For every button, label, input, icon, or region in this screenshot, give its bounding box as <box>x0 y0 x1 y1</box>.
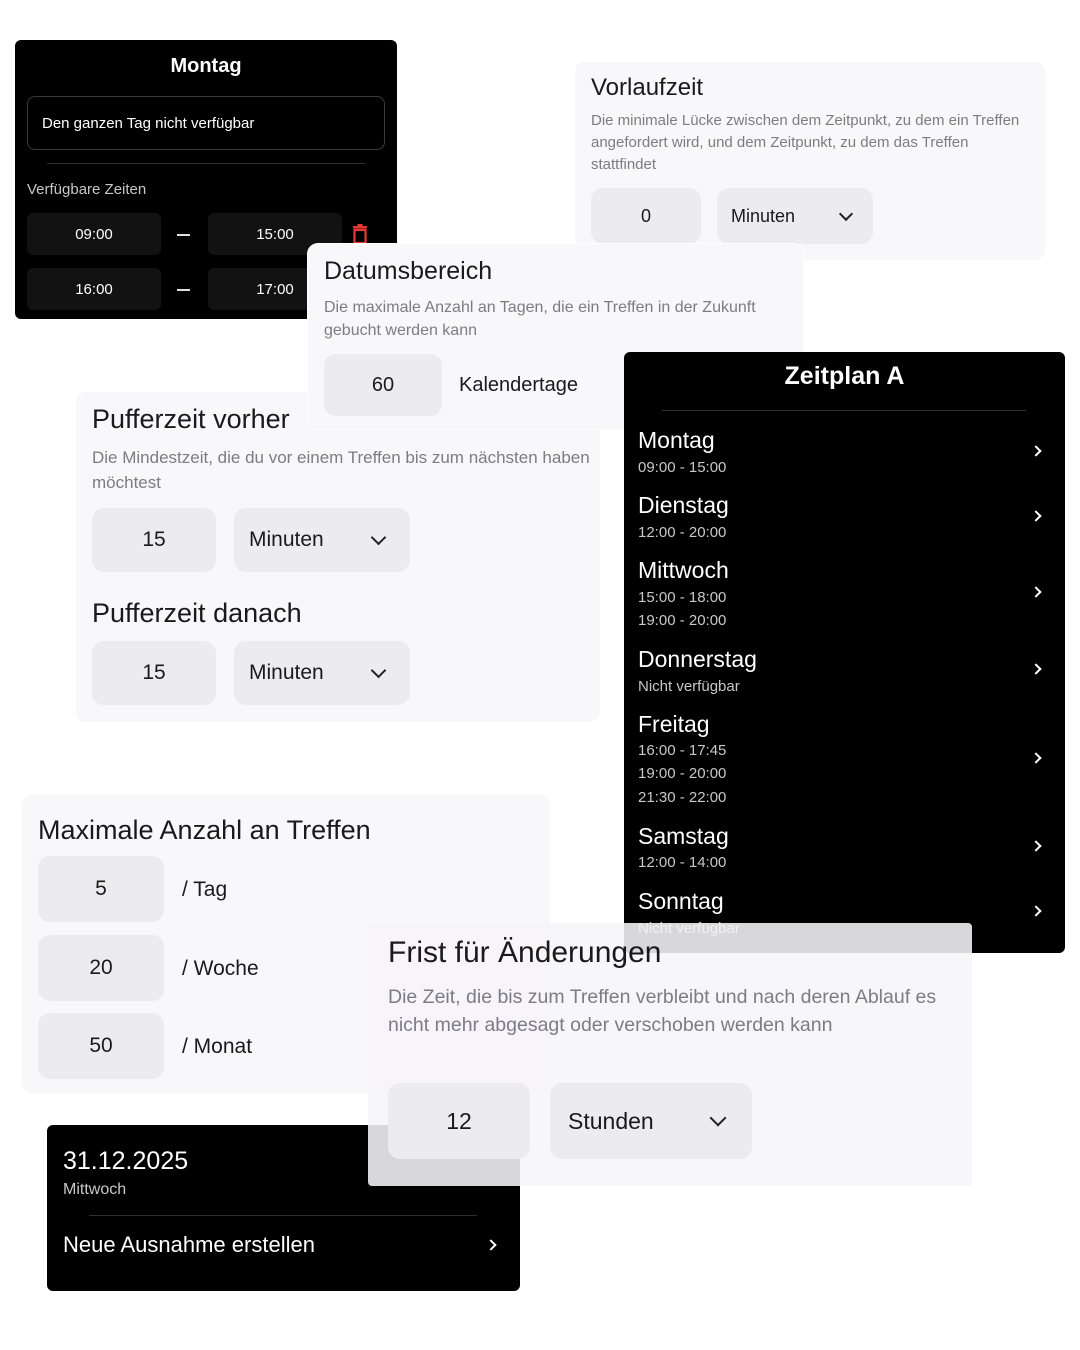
schedule-day-thursday[interactable]: Donnerstag <box>638 646 757 672</box>
pufferzeit-danach-input[interactable]: 15 <box>92 641 216 705</box>
exception-weekday: Mittwoch <box>63 1181 127 1198</box>
schedule-day-friday[interactable]: Freitag <box>638 711 710 737</box>
exception-date[interactable]: 31.12.2025 <box>63 1147 189 1175</box>
chevron-down-icon <box>371 529 387 545</box>
schedule-day-saturday[interactable]: Samstag <box>638 823 729 849</box>
available-times-label: Verfügbare Zeiten <box>27 181 147 198</box>
pufferzeit-card <box>76 392 600 722</box>
select-value: Stunden <box>568 1107 654 1134</box>
divider <box>47 163 365 164</box>
frist-unit-select[interactable] <box>550 1083 752 1159</box>
chevron-down-icon <box>710 1110 727 1127</box>
day-slot: 12:00 - 20:00 <box>638 524 727 541</box>
schedule-day-sunday[interactable]: Sonntag <box>638 888 724 914</box>
day-slot: 19:00 - 20:00 <box>638 612 727 629</box>
unavailable-all-day-toggle[interactable]: Den ganzen Tag nicht verfügbar <box>27 96 385 150</box>
vorlaufzeit-unit-select[interactable] <box>717 188 873 244</box>
chevron-down-icon <box>839 206 853 220</box>
datumsbereich-description: Die maximale Anzahl an Tagen, die ein Treffen in der Zukunft gebucht werden kann <box>324 299 756 340</box>
chevron-right-icon[interactable] <box>1030 752 1041 763</box>
pufferzeit-vorher-input[interactable]: 15 <box>92 508 216 572</box>
pufferzeit-vorher-unit-select[interactable] <box>234 508 410 572</box>
day-slot: 15:00 - 18:00 <box>638 589 727 606</box>
datumsbereich-unit: Kalendertage <box>459 374 578 396</box>
chevron-down-icon <box>371 662 387 678</box>
max-per-month-unit: / Monat <box>182 1035 253 1058</box>
schedule-day-wednesday[interactable]: Mittwoch <box>638 557 729 583</box>
pufferzeit-danach-title: Pufferzeit danach <box>92 598 302 628</box>
pufferzeit-vorher-title: Pufferzeit vorher <box>92 404 290 434</box>
divider <box>89 1215 477 1216</box>
day-title: Montag <box>170 55 242 77</box>
select-value: Minuten <box>249 528 324 551</box>
schedule-day-monday[interactable]: Montag <box>638 427 715 453</box>
frist-input[interactable]: 12 <box>388 1083 530 1159</box>
chevron-right-icon[interactable] <box>1030 445 1041 456</box>
day-slot: 16:00 - 17:45 <box>638 742 727 759</box>
pufferzeit-vorher-description: Die Mindestzeit, die du vor einem Treffen bis zum nächsten haben möchtest <box>92 448 590 492</box>
frist-description: Die Zeit, die bis zum Treffen verbleibt und nach deren Ablauf es nicht mehr abgesagt oder verschoben werden kann <box>388 986 937 1037</box>
slot-2-start-time[interactable]: 16:00 <box>27 268 161 310</box>
chevron-right-icon[interactable] <box>485 1239 496 1250</box>
divider <box>662 410 1026 411</box>
trash-icon[interactable] <box>352 224 368 244</box>
schedule-day-tuesday[interactable]: Dienstag <box>638 492 729 518</box>
day-slot: 09:00 - 15:00 <box>638 459 727 476</box>
frist-card <box>368 923 972 1186</box>
select-value: Minuten <box>731 205 796 226</box>
chevron-right-icon[interactable] <box>1030 840 1041 851</box>
new-exception-button[interactable]: Neue Ausnahme erstellen <box>63 1232 315 1257</box>
chevron-right-icon[interactable] <box>1030 586 1041 597</box>
max-per-week-unit: / Woche <box>182 957 259 980</box>
range-dash <box>177 234 190 236</box>
slot-1-start-time[interactable]: 09:00 <box>27 213 161 255</box>
day-slot: 12:00 - 14:00 <box>638 854 727 871</box>
datumsbereich-input[interactable]: 60 <box>324 354 442 416</box>
chevron-right-icon[interactable] <box>1030 510 1041 521</box>
max-meetings-title: Maximale Anzahl an Treffen <box>38 815 371 845</box>
day-slot: Nicht verfügbar <box>638 678 740 695</box>
max-per-week-input[interactable]: 20 <box>38 935 164 1001</box>
vorlaufzeit-card <box>575 62 1045 260</box>
slot-2-end-time[interactable]: 17:00 <box>208 268 342 310</box>
schedule-title: Zeitplan A <box>784 362 905 390</box>
vorlaufzeit-input[interactable]: 0 <box>591 188 701 244</box>
day-slot: 21:30 - 22:00 <box>638 789 727 806</box>
select-value: Minuten <box>249 661 324 684</box>
chevron-right-icon[interactable] <box>1030 663 1041 674</box>
schedule-card <box>624 352 1065 953</box>
vorlaufzeit-title: Vorlaufzeit <box>591 74 704 101</box>
datumsbereich-title: Datumsbereich <box>324 257 493 285</box>
day-slot: 19:00 - 20:00 <box>638 765 727 782</box>
range-dash <box>177 289 190 291</box>
frist-title: Frist für Änderungen <box>388 936 662 969</box>
pufferzeit-danach-unit-select[interactable] <box>234 641 410 705</box>
chevron-right-icon[interactable] <box>1030 905 1041 916</box>
max-per-month-input[interactable]: 50 <box>38 1013 164 1079</box>
slot-1-end-time[interactable]: 15:00 <box>208 213 342 255</box>
max-per-day-unit: / Tag <box>182 878 228 901</box>
max-per-day-input[interactable]: 5 <box>38 856 164 922</box>
vorlaufzeit-description: Die minimale Lücke zwischen dem Zeitpunkt, zu dem ein Treffen angefordert wird, und dem Zeitpunkt, zu dem das Treffen stattfindet <box>591 112 1020 173</box>
